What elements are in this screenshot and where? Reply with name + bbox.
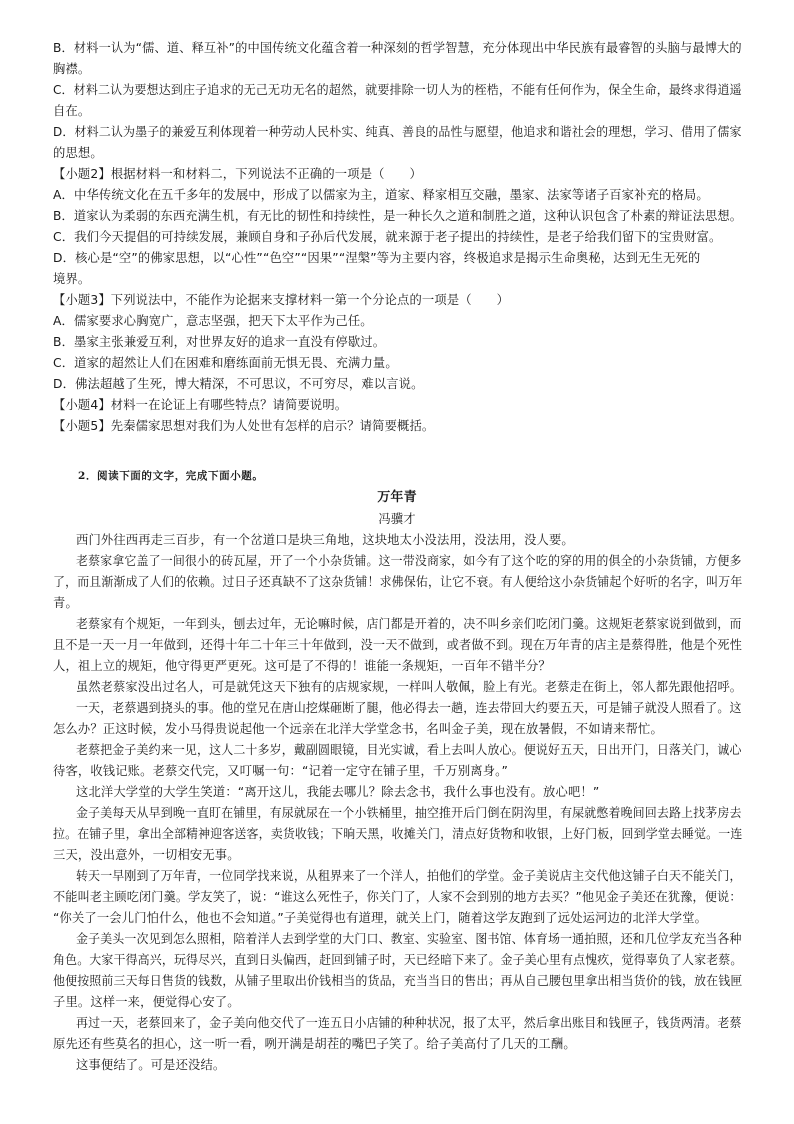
paragraph-line: 人，祖上立的规矩，他守得更严更死。这可是了不得的！谁能一条规矩，一百年不错半分？ xyxy=(53,659,551,673)
paragraph-line: 青。 xyxy=(53,596,78,610)
paragraph-line: 怎么办？正这时候，发小马得贵说起他一个远亲在北洋大学堂念书，名叫金子美，现在放暑假，不如请来帮忙。 xyxy=(53,722,663,736)
option-d-line: D．材料二认为墨子的兼爱互利体现着一种劳动人民朴实、纯真、善良的品性与愿望，他追求和谐社会的理想，学习、借用了儒家 xyxy=(53,125,742,139)
paragraph-line: 不能叫老主顾吃闭门羹。学友笑了，说：“谁这么死性子，你关门了，人家不会到别的地方去买？”他见金子美还在犹豫，便说： xyxy=(53,890,742,904)
q2-option-d: D．核心是“空”的佛家思想，以“心性”“色空”“因果”“涅槃”等为主要内容，终极追求是揭示生命奥秘，达到无生无死的 xyxy=(53,251,701,265)
option-c-cont: 自在。 xyxy=(53,104,91,118)
subquestion-5: 【小题5】先秦儒家思想对我们为人处世有怎样的启示？请简要概括。 xyxy=(53,419,435,433)
paragraph-line: 子里。这样一来，便觉得心安了。 xyxy=(53,995,240,1009)
q3-option-d: D．佛法超越了生死，博大精深，不可思议，不可穷尽，难以言说。 xyxy=(53,377,424,391)
paragraph-line: 转天一早刚到了万年青，一位同学找来说，从租界来了一个洋人，拍他们的学堂。金子美说店主交代他这铺子白天不能关门， xyxy=(76,869,742,883)
paragraph-line: 这事便结了。可是还没结。 xyxy=(76,1058,226,1072)
q2-option-a: A．中华传统文化在五千多年的发展中，形成了以儒家为主，道家、释家相互交融，墨家、法家等诸子百家补充的格局。 xyxy=(53,188,709,202)
paragraph-line: 老蔡家拿它盖了一间很小的砖瓦屋，开了一个小杂货铺。这一带没商家，如今有了这个吃的穿的用的俱全的小杂货铺，方便多 xyxy=(76,554,742,568)
q2-option-b: B．道家认为柔弱的东西充满生机，有无比的韧性和持续性，是一种长久之道和制胜之道，这种认识包含了朴素的辩证法思想。 xyxy=(53,209,743,223)
q2-option-d-cont: 境界。 xyxy=(53,272,91,286)
paragraph-line: 三天，没出意外，一切相安无事。 xyxy=(53,848,240,862)
option-b-cont: 胸襟。 xyxy=(53,62,91,76)
paragraph-line: 角色。大家干得高兴，玩得尽兴，直到日头偏西，赶回到铺子时，天已经暗下来了。金子美心里有点愧疚，觉得辜负了人家老蔡。 xyxy=(53,953,743,967)
paragraph-line: 了，而且渐渐成了人们的依赖。过日子还真缺不了这杂货铺！求佛保佑，让它不衰。有人便给这小杂货铺起个好听的名字，叫万年 xyxy=(53,575,743,589)
paragraph-line: “你关了一会儿门怕什么，他也不会知道。”子美觉得也有道理，就关上门，随着这学友跑到了远处运河边的北洋大学堂。 xyxy=(53,911,708,925)
article-author: 冯骥才 xyxy=(378,512,416,526)
question-2-heading: 2．阅读下面的文字，完成下面小题。 xyxy=(78,470,264,482)
option-d-cont: 的思想。 xyxy=(53,146,103,160)
q2-option-c: C．我们今天提倡的可持续发展，兼顾自身和子孙后代发展，就来源于老子提出的持续性，是老子给我们留下的宝贵财富。 xyxy=(53,230,722,244)
paragraph-line: 这北洋大学堂的大学生笑道：“离开这儿，我能去哪儿？除去念书，我什么事也没有。放心吧！” xyxy=(76,785,600,799)
paragraph-line: 金子美头一次见到怎么照相，陪着洋人去到学堂的大门口、教室、实验室、图书馆、体育场一通拍照，还和几位学友充当各种 xyxy=(76,932,742,946)
q3-option-b: B．墨家主张兼爱互利，对世界友好的追求一直没有停歇过。 xyxy=(53,335,386,349)
paragraph-line: 拉。在铺子里，拿出全部精神迎客送客，卖货收钱；下晌天黑，收摊关门，清点好货物和收银，上好门板，回到学堂去睡觉。一连 xyxy=(53,827,743,841)
paragraph-line: 老蔡把金子美约来一见，这人二十多岁，戴副圆眼镜，目光实诚，看上去叫人放心。便说好五天，日出开门，日落关门，诚心 xyxy=(76,743,742,757)
paragraph-line: 一天，老蔡遇到挠头的事。他的堂兄在唐山挖煤砸断了腿，他必得去一趟，连去带回大约要五天，可是铺子就没人照看了。这 xyxy=(76,701,742,715)
subquestion-4: 【小题4】材料一在论证上有哪些特点？请简要说明。 xyxy=(53,398,348,412)
option-c-line: C．材料二认为要想达到庄子追求的无己无功无名的超然，就要排除一切人为的桎梏，不能有任何作为，保全生命，最终求得逍遥 xyxy=(53,83,742,97)
paragraph-line: 待客，收钱记账。老蔡交代完，又叮嘱一句：“记着一定守在铺子里，千万别离身。” xyxy=(53,764,508,778)
q3-option-c: C．道家的超然让人们在困难和磨练面前无惧无畏、充满力量。 xyxy=(53,356,398,370)
paragraph-line: 金子美每天从早到晚一直盯在铺里，有尿就尿在一个小铁桶里，抽空推开后门倒在阴沟里，有屎就憋着晚间回去路上找茅房去 xyxy=(76,806,742,820)
article-title: 万年青 xyxy=(377,490,417,505)
q3-option-a: A．儒家要求心胸宽广，意志坚强，把天下太平作为己任。 xyxy=(53,314,373,328)
option-b-line: B．材料一认为“儒、道、释互补”的中国传统文化蕴含着一种深刻的哲学智慧，充分体现出中华民族有最睿智的头脑与最博大的 xyxy=(53,41,742,55)
paragraph-line: 且不是一天一月一年做到，还得十年二十年三十年做到，没一天不做到，或者做不到。现在万年青的店主是蔡得胜，他是个死性 xyxy=(53,638,743,652)
paragraph-line: 他便按照前三天每日售货的钱数，从铺子里取出价钱相当的货品，充当当日的售出；再从自己腰包里拿出相当货价的钱，放在钱匣 xyxy=(53,974,743,988)
paragraph-line: 虽然老蔡家没出过名人，可是就凭这天下独有的店规家规，一样叫人敬佩，脸上有光。老蔡走在街上，邻人都先跟他招呼。 xyxy=(76,680,743,694)
paragraph-line: 原先还有些莫名的担心，这一听一看，咧开满是胡茬的嘴巴子笑了。给子美高付了几天的工酬。 xyxy=(53,1037,576,1051)
subquestion-2: 【小题2】根据材料一和材料二，下列说法不正确的一项是（ ） xyxy=(53,167,422,181)
paragraph-line: 再过一天，老蔡回来了，金子美向他交代了一连五日小店铺的种种状况，报了太平，然后拿出账目和钱匣子，钱货两清。老蔡 xyxy=(76,1016,742,1030)
paragraph-line: 老蔡家有个规矩，一年到头，刨去过年，无论嘛时候，店门都是开着的，决不叫乡亲们吃闭门羹。这规矩老蔡家说到做到，而 xyxy=(76,617,742,631)
paragraph-line: 西门外往西再走三百步，有一个岔道口是块三角地，这块地太小没法用，没法用，没人要。 xyxy=(76,533,574,547)
subquestion-3: 【小题3】下列说法中，不能作为论据来支撑材料一第一个分论点的一项是（ ） xyxy=(53,293,510,307)
